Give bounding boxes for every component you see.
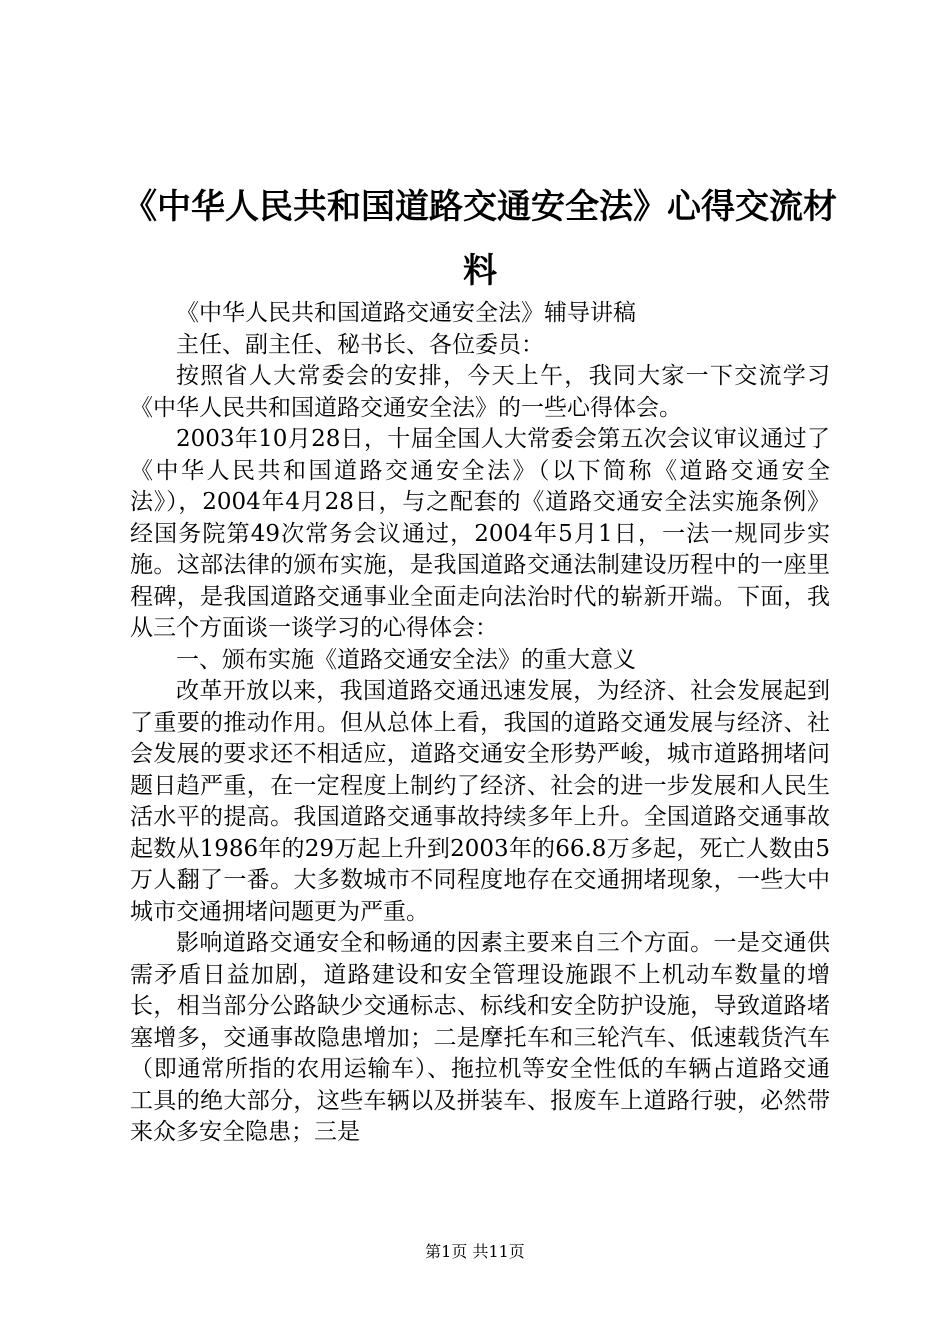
paragraph-subtitle: 《中华人民共和国道路交通安全法》辅导讲稿 — [176, 300, 636, 326]
paragraph-factors: 影响道路交通安全和畅通的因素主要来自三个方面。一是交通供需矛盾日益加剧，道路建设和安全管理设施跟不上机动车数量的增长，相当部分公路缺少交通标志、标线和安全防护设施，导致道路堵塞增多，交通事故隐患增加；二是摩托车和三轮汽车、低速载货汽车（即通常所指的农用运输车）、拖拉机等安全性低的车辆占道路交通工具的绝大部分，这些车辆以及拼装车、报废车上道路行驶，必然带来众多安全隐患；三是 — [130, 930, 830, 1145]
paragraph-background: 2003年10月28日，十届全国人大常委会第五次会议审议通过了《中华人民共和国道路交通安全法》（以下简称《道路交通安全法》），2004年4月28日，与之配套的《道路交通安全法实施条例》经国务院第49次常务会议通过，2004年5月1日，一法一规同步实施。这部法律的颁布实施，是我国道路交通法制建设历程中的一座里程碑，是我国道路交通事业全面走向法治时代的崭新开端。下面，我从三个方面谈一谈学习的心得体会： — [130, 426, 830, 641]
document-body — [130, 298, 830, 1149]
page-number-footer: 第1页 共11页 — [425, 1242, 525, 1261]
paragraph-salutation: 主任、副主任、秘书长、各位委员： — [176, 331, 544, 358]
document-title: 《中华人民共和国道路交通安全法》心得交流材料 — [123, 187, 837, 291]
section-heading-1: 一、颁布实施《道路交通安全法》的重大意义 — [176, 646, 636, 673]
paragraph-development: 改革开放以来，我国道路交通迅速发展，为经济、社会发展起到了重要的推动作用。但从总体上看，我国的道路交通发展与经济、社会发展的要求还不相适应，道路交通安全形势严峻，城市道路拥堵问题日趋严重，在一定程度上制约了经济、社会的进一步发展和人民生活水平的提高。我国道路交通事故持续多年上升。全国道路交通事故起数从1986年的29万起上升到2003年的66.8万多起，死亡人数由5万人翻了一番。大多数城市不同程度地存在交通拥堵现象，一些大中城市交通拥堵问题更为严重。 — [130, 678, 830, 925]
paragraph-intro: 按照省人大常委会的安排，今天上午，我同大家一下交流学习《中华人民共和国道路交通安全法》的一些心得体会。 — [130, 363, 830, 421]
